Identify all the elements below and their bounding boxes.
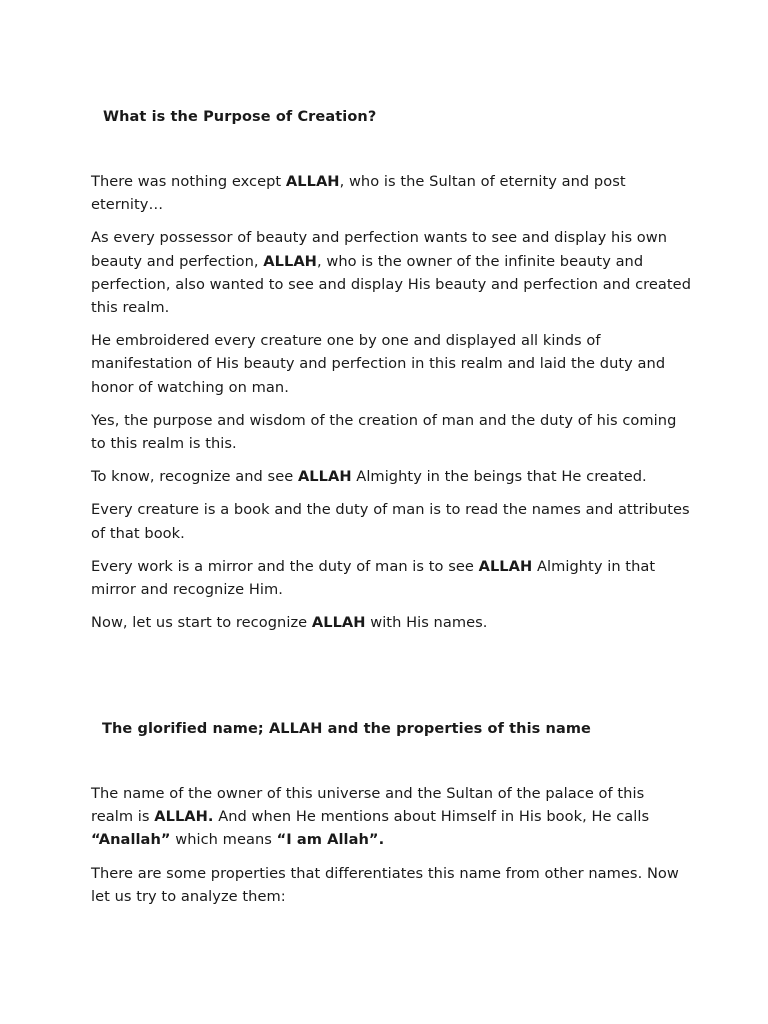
paragraph bbox=[91, 782, 691, 852]
paragraph bbox=[91, 226, 691, 319]
text-run: , who is the Sultan of eternity and post eternity… bbox=[91, 173, 626, 214]
paragraph bbox=[91, 170, 691, 216]
bold-run: “Anallah” bbox=[91, 831, 171, 849]
bold-run: ALLAH bbox=[478, 557, 533, 575]
text-run: The name of the owner of this universe and the Sultan of the palace of this realm is bbox=[91, 785, 645, 826]
bold-run: ALLAH bbox=[311, 614, 366, 632]
text-run: To know, recognize and see bbox=[91, 468, 298, 486]
bold-run: ALLAH. bbox=[154, 808, 214, 826]
text-run: Yes, the purpose and wisdom of the creation of man and the duty of his coming to this realm is this. bbox=[91, 411, 677, 453]
bold-run: ALLAH bbox=[263, 252, 317, 270]
text-run: which means bbox=[170, 831, 277, 849]
text-run: with His names. bbox=[365, 614, 488, 632]
text-run: , who is the owner of the infinite beauty and perfection, also wanted to see and display His beauty and perfection and created this realm. bbox=[91, 252, 692, 317]
text-run: He embroidered every creature one by one and displayed all kinds of manifestation of His beauty and perfection in this realm and laid the duty and honor of watching on man. bbox=[91, 332, 666, 396]
paragraph bbox=[91, 409, 691, 455]
text-run: As every possessor of beauty and perfection wants to see and display his own beauty and perfection, bbox=[91, 229, 668, 270]
text-run: Almighty in that mirror and recognize Him. bbox=[91, 557, 656, 599]
paragraph bbox=[91, 555, 691, 601]
paragraph bbox=[91, 862, 691, 908]
paragraph bbox=[91, 611, 691, 634]
paragraph bbox=[91, 465, 691, 488]
text-run: There was nothing except bbox=[91, 173, 286, 190]
text-run: Every creature is a book and the duty of man is to read the names and attributes of that book. bbox=[91, 501, 690, 542]
bold-run: ALLAH bbox=[297, 468, 352, 486]
text-run: Now, let us start to recognize bbox=[91, 614, 312, 632]
section-2-heading: The glorified name; ALLAH and the properties of this name bbox=[102, 721, 591, 737]
bold-run: “I am Allah”. bbox=[276, 831, 385, 849]
text-run: Every work is a mirror and the duty of man is to see bbox=[91, 557, 479, 575]
text-run: There are some properties that differentiates this name from other names. Now let us try to analyze them: bbox=[91, 864, 679, 905]
section-2-body bbox=[91, 782, 691, 918]
section-1-heading: What is the Purpose of Creation? bbox=[103, 109, 377, 125]
text-run: And when He mentions about Himself in His book, He calls bbox=[213, 808, 650, 826]
paragraph bbox=[91, 498, 691, 544]
section-1-body bbox=[91, 170, 691, 644]
bold-run: ALLAH bbox=[285, 173, 340, 190]
text-run: Almighty in the beings that He created. bbox=[351, 468, 647, 486]
paragraph bbox=[91, 329, 691, 399]
